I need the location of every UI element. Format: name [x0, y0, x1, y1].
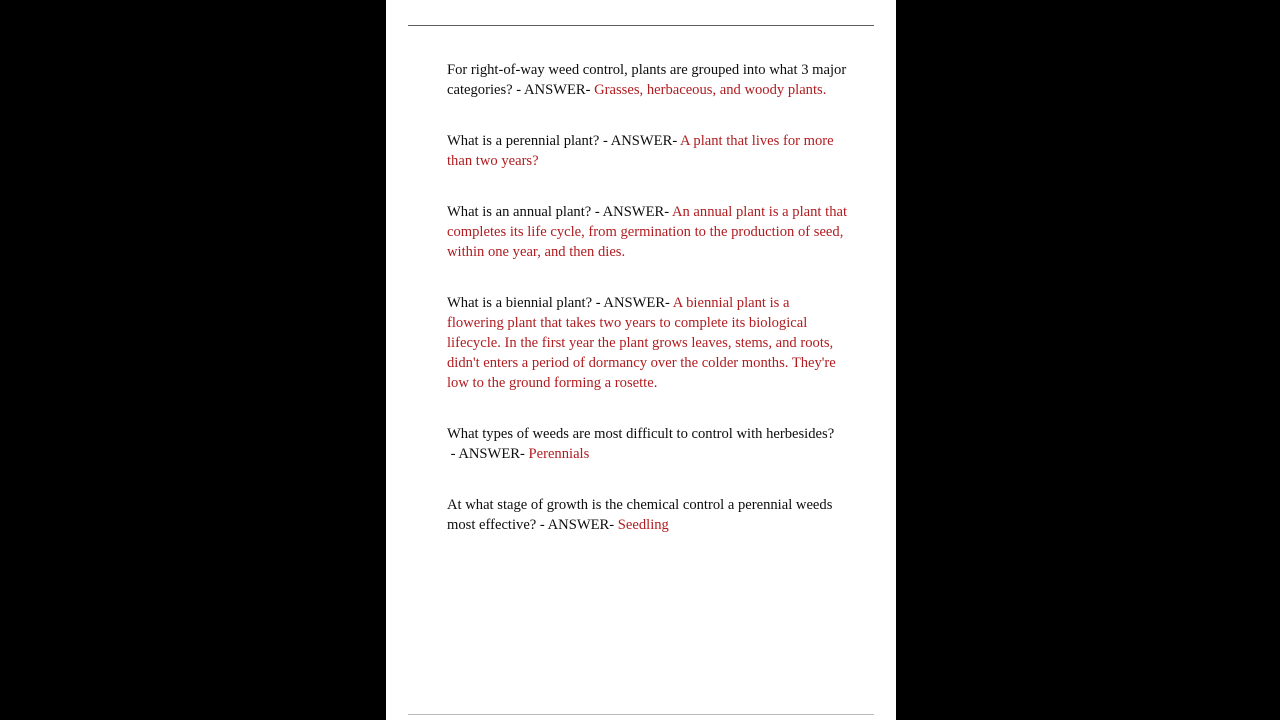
answer-text: A biennial plant is a flowering plant that takes two years to complete its biological lifecycle. In the first year the plant grows leaves, stems, and roots, didn't enters a period of dormancy over the colder months. They're low to the ground forming a rosette. [447, 295, 836, 391]
qa-item [447, 495, 849, 535]
answer-text: An annual plant is a plant that completes its life cycle, from germination to the production of seed, within one year, and then dies. [447, 204, 848, 260]
question-text: What is a perennial plant? [447, 133, 600, 149]
question-text: At what stage of growth is the chemical control a perennial weeds most effective? [447, 497, 833, 533]
question-text: What is an annual plant? [447, 204, 592, 220]
answer-label: - ANSWER- [592, 295, 673, 311]
answer-text: Grasses, herbaceous, and woody plants. [594, 82, 827, 98]
document-page [386, 0, 896, 720]
qa-item [447, 424, 849, 464]
question-text: What types of weeds are most difficult to control with herbesides? [447, 426, 835, 442]
question-text: For right-of-way weed control, plants are grouped into what 3 major categories? [447, 62, 847, 98]
page-footer-rule [408, 714, 874, 715]
answer-label: - ANSWER- [599, 133, 681, 149]
answer-label: - ANSWER- [447, 446, 529, 462]
answer-text: Seedling [617, 517, 669, 533]
qa-item [447, 293, 849, 393]
qa-item [447, 131, 849, 171]
question-text: What is a biennial plant? [447, 295, 593, 311]
answer-label: - ANSWER- [591, 204, 672, 220]
page-header-rule [408, 25, 874, 26]
answer-text: A plant that lives for more than two years? [447, 133, 834, 169]
answer-label: - ANSWER- [536, 517, 618, 533]
qa-item [447, 202, 849, 262]
answer-text: Perennials [528, 446, 590, 462]
answer-label: - ANSWER- [512, 82, 595, 98]
qa-item [447, 60, 849, 100]
qa-list [447, 60, 849, 535]
